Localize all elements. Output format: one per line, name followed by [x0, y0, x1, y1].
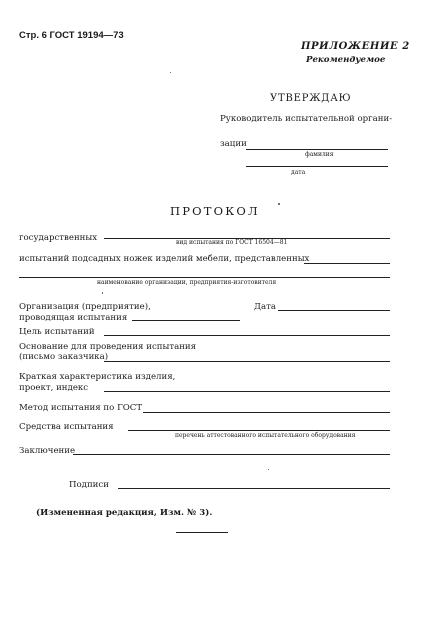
approval-line-1: Руководитель испытательной органи- [220, 114, 393, 124]
approval-line-2: зации [220, 139, 247, 149]
field-tests-label: испытаний подсадных ножек изделий мебели, представленных [19, 254, 310, 264]
org-name-line [19, 277, 390, 278]
field-basis-label-2: (письмо заказчика) [19, 352, 109, 362]
means-line [128, 430, 390, 431]
field-char-label-1: Краткая характеристика изделия, [19, 372, 176, 382]
field-org-label-2: проводящая испытания [19, 313, 128, 323]
field-state-label: государственных [19, 233, 98, 243]
field-method-label: Метод испытания по ГОСТ [19, 403, 143, 413]
page-header: Стр. 6 ГОСТ 19194—73 [19, 30, 124, 41]
method-line [143, 412, 390, 413]
char-line [104, 391, 390, 392]
field-char-label-2: проект, индекс [19, 383, 89, 393]
date-line [246, 166, 388, 167]
purpose-line [104, 335, 390, 336]
basis-line [104, 361, 390, 362]
scan-speck [278, 203, 280, 205]
scan-speck [102, 292, 103, 294]
name-caption: фамилия [305, 151, 334, 158]
appendix-subtitle: Рекомендуемое [306, 55, 386, 65]
field-conclusion-label: Заключение [19, 446, 76, 456]
field-purpose-label: Цель испытаний [19, 327, 95, 337]
protocol-title: ПРОТОКОЛ [170, 204, 260, 218]
field-org-label-1: Организация (предприятие), [19, 302, 151, 312]
field-date-label: Дата [254, 302, 276, 312]
equipment-caption: перечень аттестованного испытательного оборудования [175, 432, 356, 439]
name-line [246, 149, 388, 150]
field-signatures-label: Подписи [69, 480, 109, 490]
scan-speck [268, 469, 269, 470]
scan-speck [170, 72, 171, 73]
date-caption: дата [291, 169, 306, 176]
org-line [132, 320, 240, 321]
conclusion-line [73, 454, 390, 455]
revision-note: (Измененная редакция, Изм. № 3). [36, 508, 213, 518]
tests-line [304, 263, 390, 264]
field-means-label: Средства испытания [19, 422, 114, 432]
separator-rule [176, 532, 228, 533]
approval-heading: УТВЕРЖДАЮ [270, 93, 352, 104]
field-basis-label-1: Основание для проведения испытания [19, 342, 197, 352]
test-type-caption: вид испытания по ГОСТ 16504—81 [176, 239, 288, 246]
appendix-title: ПРИЛОЖЕНИЕ 2 [301, 41, 410, 52]
org-name-caption: наименование организации, предприятия-изготовителя [97, 279, 277, 286]
signatures-line [118, 488, 390, 489]
date-field-line [278, 310, 390, 311]
